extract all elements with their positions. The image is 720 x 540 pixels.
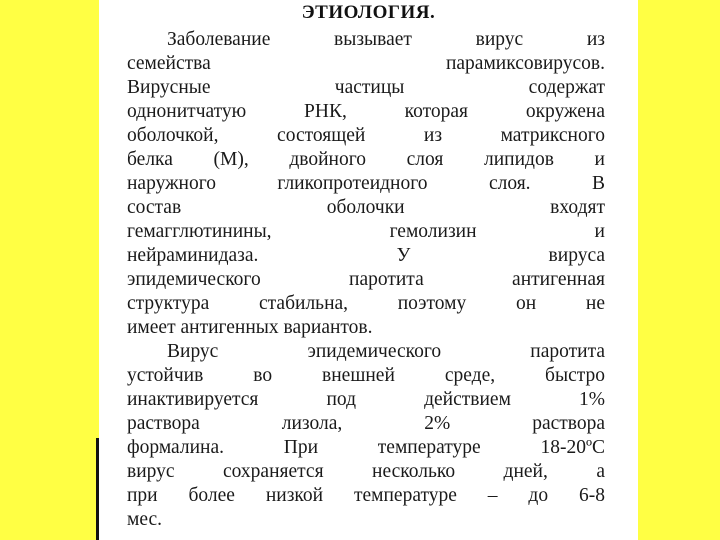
- text-line: имеет антигенных вариантов.: [127, 317, 373, 338]
- text-line: гемагглютинины, гемолизин и: [127, 221, 605, 242]
- text-line: формалина. При температуре 18-20ºС: [127, 437, 605, 458]
- text-line: раствора лизола, 2% раствора: [127, 413, 605, 434]
- text-line: наружного гликопротеидного слоя. В: [127, 173, 605, 194]
- text-line: инактивируется под действием 1%: [127, 389, 605, 410]
- text-line: эпидемического паротита антигенная: [127, 269, 605, 290]
- document-body: [127, 28, 605, 532]
- text-line: белка (М), двойного слоя липидов и: [127, 149, 605, 170]
- text-line: мес.: [127, 509, 163, 530]
- text-line: нейраминидаза. У вируса: [127, 245, 605, 266]
- text-line: Вирус эпидемического паротита: [167, 341, 605, 362]
- paragraph-etiology-description: [127, 28, 605, 340]
- text-line: однонитчатую РНК, которая окружена: [127, 101, 605, 122]
- text-line: Заболевание вызывает вирус из: [167, 29, 605, 50]
- paragraph-virus-stability: [127, 340, 605, 532]
- text-line: оболочкой, состоящей из матриксного: [127, 125, 605, 146]
- document-title: ЭТИОЛОГИЯ.: [301, 2, 436, 23]
- text-line: вирус сохраняется несколько дней, а: [127, 461, 605, 482]
- text-line: устойчив во внешней среде, быстро: [127, 365, 605, 386]
- text-line: структура стабильна, поэтому он не: [127, 293, 605, 314]
- scanned-page: [99, 0, 638, 540]
- text-line: при более низкой температуре – до 6-8: [127, 485, 605, 506]
- text-line: Вирусные частицы содержат: [127, 77, 605, 98]
- text-line: состав оболочки входят: [127, 197, 605, 218]
- text-line: семейства парамиксовирусов.: [127, 53, 605, 74]
